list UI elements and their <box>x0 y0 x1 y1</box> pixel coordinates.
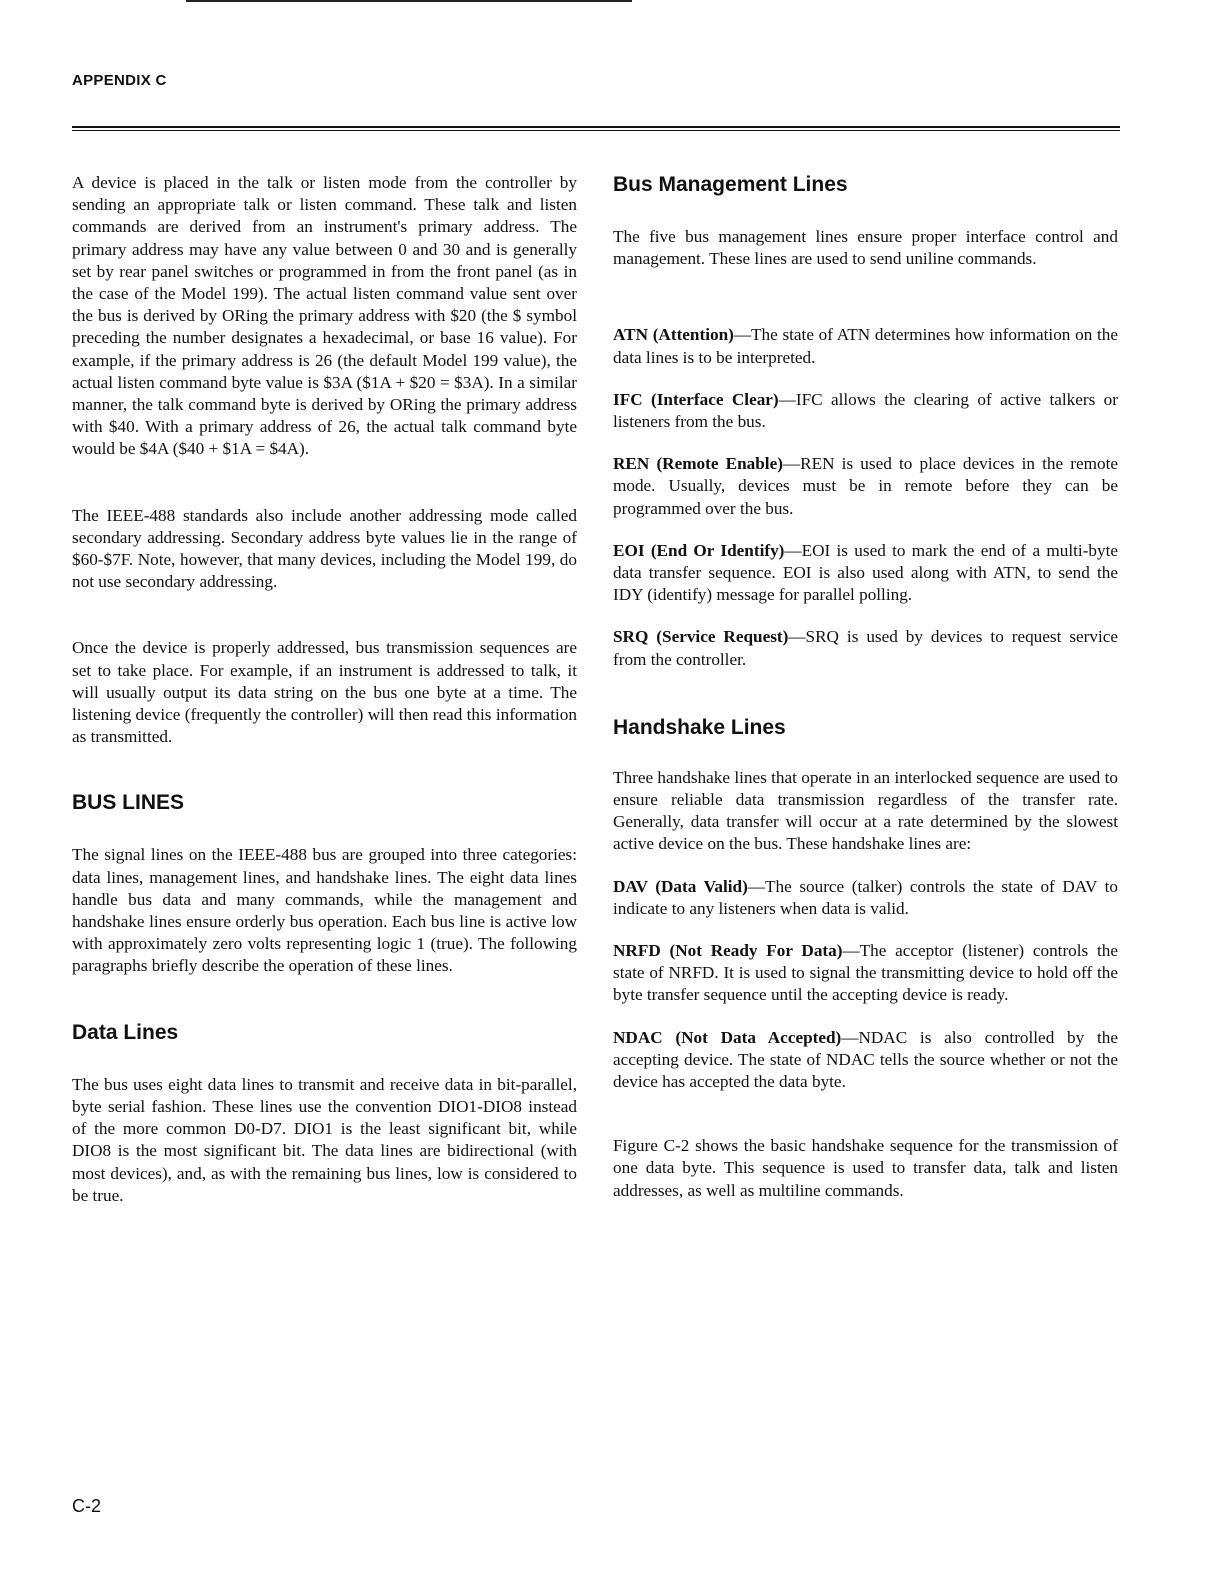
text-ifc: —IFC allows the clearing of active talkers or listeners from the bus. <box>613 389 1119 432</box>
paragraph-figure-reference: Figure C-2 shows the basic handshake sequence for the transmission of one data byte. This sequence is used to transfer data, talk and listen addresses, as well as multiline commands. <box>613 1136 1118 1200</box>
running-header: APPENDIX C <box>72 72 167 89</box>
paragraph-secondary-addressing: The IEEE-488 standards also include another addressing mode called secondary addressing. Secondary address byte values lie in the range of $60-$7F. Note, however, that many devices, including the Model 199, do not use secondary addressing. <box>72 505 577 592</box>
paragraph-handshake: Three handshake lines that operate in an interlocked sequence are used to ensure reliable data transmission regardless of the transfer rate. Generally, data transfer will occur at a rate determined by the slowest active device on the bus. These handshake lines are: <box>613 767 1118 854</box>
term-srq: SRQ (Service Request) <box>613 627 789 647</box>
definition-srq <box>613 626 1118 670</box>
heading-handshake-lines: Handshake Lines <box>613 715 786 739</box>
definition-atn <box>613 324 1118 368</box>
text-dav: —The source (talker) controls the state of DAV to indicate to any listeners when data is valid. <box>613 876 1118 918</box>
top-rule <box>186 0 632 2</box>
term-ifc: IFC (Interface Clear) <box>613 389 779 409</box>
text-srq: —SRQ is used by devices to request service from the controller. <box>613 627 1118 669</box>
term-ndac: NDAC (Not Data Accepted) <box>613 1027 842 1047</box>
definition-nrfd <box>613 940 1118 1007</box>
right-column <box>613 172 1118 1202</box>
term-atn: ATN (Attention) <box>613 325 734 345</box>
paragraph-transmission: Once the device is properly addressed, bus transmission sequences are set to take place. For example, if an instrument is addressed to talk, it will usually output its data string on the bus one byte at a time. The listening device (frequently the controller) will then read this information as transmitted. <box>72 638 577 747</box>
definition-eoi <box>613 540 1118 607</box>
paragraph-bus-management: The five bus management lines ensure proper interface control and management. These lines are used to send uniline commands. <box>613 227 1118 269</box>
term-dav: DAV (Data Valid) <box>613 876 748 896</box>
heading-bus-lines: BUS LINES <box>72 791 185 815</box>
paragraph-data-lines: The bus uses eight data lines to transmit and receive data in bit-parallel, byte serial fashion. These lines use the convention DIO1-DIO8 instead of the more common D0-D7. DIO1 is the least significant bit, while DIO8 is the most significant bit. The data lines are bidirectional (with most devices), and, as with the remaining bus lines, low is considered to be true. <box>72 1074 577 1205</box>
text-ren: —REN is used to place devices in the remote mode. Usually, devices must be in remote before they can be programmed over the bus. <box>613 454 1119 518</box>
paragraph-addressing: A device is placed in the talk or listen mode from the controller by sending an appropriate talk or listen command. These talk and listen commands are derived from an instrument's primary address. The primary address may have any value between 0 and 30 and is generally set by rear panel switches or programmed in from the front panel (as in the case of the Model 199). The actual listen command value sent over the bus is derived by ORing the primary address with $20 (the $ symbol preceding the number designates a hexadecimal, or base 16 value). For example, if the primary address is 26 (the default Model 199 value), the actual listen command byte value is $3A ($1A + $20 = $3A). In a similar manner, the talk command byte is derived by ORing the primary address with $40. With a primary address of 26, the actual talk command byte would be $4A ($40 + $1A = $4A). <box>72 173 577 459</box>
text-atn: —The state of ATN determines how information on the data lines is to be interpreted. <box>613 325 1118 367</box>
heading-data-lines: Data Lines <box>72 1020 179 1044</box>
definition-ndac <box>613 1027 1118 1094</box>
text-eoi: —EOI is used to mark the end of a multi-byte data transfer sequence. EOI is also used along with ATN, to send the IDY (identify) message for parallel polling. <box>613 540 1118 605</box>
paragraph-bus-lines: The signal lines on the IEEE-488 bus are grouped into three categories: data lines, management lines, and handshake lines. The eight data lines handle bus data and many commands, while the management and handshake lines ensure orderly bus operation. Each bus line is active low with approximately zero volts representing logic 1 (true). The following paragraphs briefly describe the operation of these lines. <box>72 845 577 976</box>
definition-ren <box>613 453 1118 520</box>
page-number: C-2 <box>72 1496 102 1516</box>
definition-ifc <box>613 389 1118 433</box>
text-nrfd: —The acceptor (listener) controls the state of NRFD. It is used to signal the transmitting device to hold off the byte transfer sequence until the accepting device is ready. <box>613 941 1118 1005</box>
definition-dav <box>613 876 1118 920</box>
term-nrfd: NRFD (Not Ready For Data) <box>613 941 843 961</box>
left-column <box>72 172 577 1207</box>
header-rule <box>72 126 1120 131</box>
term-eoi: EOI (End Or Identify) <box>613 540 785 560</box>
heading-bus-management-lines: Bus Management Lines <box>613 173 848 196</box>
text-ndac: —NDAC is also controlled by the accepting device. The state of NDAC tells the source whether or not the device has accepted the data byte. <box>613 1027 1118 1092</box>
term-ren: REN (Remote Enable) <box>613 454 783 474</box>
